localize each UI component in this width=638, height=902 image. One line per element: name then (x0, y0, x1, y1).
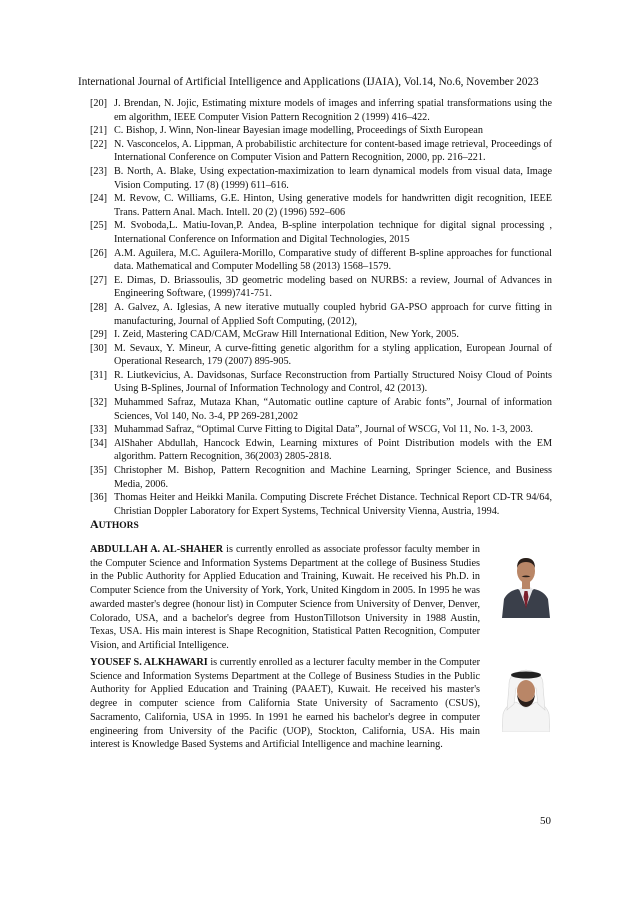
reference-number: [25] (90, 220, 107, 232)
author-name: YOUSEF S. ALKHAWARI (90, 657, 208, 668)
reference-text: B. North, A. Blake, Using expectation-maximization to learn dynamical models from visual data, Image Vision Computing. 17 (8) (1999) 611–616. (114, 165, 552, 191)
reference-number: [33] (90, 424, 107, 436)
reference-item (90, 192, 552, 219)
reference-item (90, 124, 552, 138)
reference-item (90, 437, 552, 464)
reference-text: J. Brendan, N. Jojic, Estimating mixture models of images and inferring spatial transformations using the em algorithm, IEEE Computer Vision Pattern Recognition 2 (1999) 416–422. (114, 98, 552, 123)
reference-number: [23] (90, 165, 107, 177)
author-bio-2 (90, 656, 480, 752)
reference-text: Christopher M. Bishop, Pattern Recognition and Machine Learning, Springer Science, and Business Media, 2006. (114, 465, 552, 490)
reference-text: R. Liutkevicius, A. Davidsonas, Surface Reconstruction from Partially Structured Noisy Cloud of Points Using B-Splines, Journal of Information Technology and Control, 42 (2013). (114, 369, 552, 395)
reference-text: Thomas Heiter and Heikki Manila. Computing Discrete Fréchet Distance. Technical Report CD-TR 94/64, Christian Doppler Laboratory for Expert Systems, Technical University Vienna, Austria, 1994. (114, 492, 552, 517)
reference-item (90, 301, 552, 328)
reference-text: C. Bishop, J. Winn, Non-linear Bayesian image modelling, Proceedings of Sixth European (114, 125, 483, 137)
reference-item (90, 423, 552, 437)
reference-number: [36] (90, 492, 107, 504)
reference-text: I. Zeid, Mastering CAD/CAM, McGraw Hill International Edition, New York, 2005. (114, 329, 459, 341)
author-bio-text: is currently enrolled as associate professor faculty member in the Computer Science and Information Systems Department at the college of Business Studies in the Public Authority for Applied Education and Training, Kuwait. He received his Ph.D. in Computer Science from the University of York, York, United Kingdom in 2005. In 1995 he was awarded master's degree (honour list) in Computer Science from University of Denver, Denver, Colorado, USA, and a bachelor's degree from HustonTillotson University in 1988 Austin, Texas, USA. His main interest is Shape Recognition, Statistical Patten Recognition, Computer Vision, and Artificial Intelligence. (90, 544, 480, 651)
reference-text: A. Galvez, A. Iglesias, A new iterative mutually coupled hybrid GA-PSO approach for curve fitting in manufacturing, Journal of Applied Soft Computing, (2012), (114, 301, 552, 327)
reference-list (90, 97, 552, 518)
author-bio-1 (90, 543, 480, 653)
reference-number: [35] (90, 465, 107, 477)
reference-text: N. Vasconcelos, A. Lippman, A probabilistic architecture for content-based image retrieval, Proceedings of International Conference on Computer Vision and Pattern Recognition, 2000, pp. 216–221. (114, 138, 552, 164)
reference-item (90, 274, 552, 301)
reference-number: [34] (90, 437, 107, 449)
reference-number: [29] (90, 329, 107, 341)
reference-text: Muhammed Safraz, Mutaza Khan, “Automatic outline capture of Arabic fonts”, Journal of information Sciences, Vol 140, No. 3-4, PP 269-281,2002 (114, 397, 552, 422)
reference-text: A.M. Aguilera, M.C. Aguilera-Morillo, Comparative study of different B-spline approaches for functional data. Mathematical and Computer Modelling 58 (2013) 1568–1579. (114, 247, 552, 273)
reference-number: [28] (90, 301, 107, 313)
author-photo-1 (502, 547, 550, 618)
reference-item (90, 464, 552, 491)
reference-number: [27] (90, 274, 107, 286)
reference-text: M. Revow, C. Williams, G.E. Hinton, Using generative models for handwritten digit recognition, IEEE Trans. Pattern Anal. Mach. Intell. 20 (2) (1996) 592–606 (114, 193, 552, 218)
journal-header: International Journal of Artificial Intelligence and Applications (IJAIA), Vol.14, No.6, November 2023 (78, 76, 539, 88)
reference-number: [24] (90, 193, 107, 205)
reference-item (90, 342, 552, 369)
author-photo-2 (502, 664, 550, 732)
reference-text: E. Dimas, D. Briassoulis, 3D geometric modeling based on NURBS: a review, Journal of Advances in Engineering Software, (1999)741-751. (114, 274, 552, 300)
reference-item (90, 491, 552, 518)
reference-item (90, 328, 552, 342)
reference-number: [20] (90, 98, 107, 109)
page-number: 50 (540, 815, 551, 827)
reference-text: Muhammad Safraz, “Optimal Curve Fitting to Digital Data”, Journal of WSCG, Vol 11, No. 1-3, 2003. (114, 424, 533, 436)
reference-item (90, 219, 552, 246)
reference-number: [21] (90, 125, 107, 137)
authors-heading-rest: UTHORS (98, 521, 139, 531)
reference-item (90, 396, 552, 423)
reference-text: M. Sevaux, Y. Mineur, A curve-fitting genetic algorithm for a styling application, European Journal of Operational Research, 179 (2007) 895-905. (114, 342, 552, 368)
reference-text: AlShaher Abdullah, Hancock Edwin, Learning mixtures of Point Distribution models with the EM algorithm. Pattern Recognition, 36(2003) 2805-2818. (114, 437, 552, 463)
reference-item (90, 138, 552, 165)
reference-item (90, 369, 552, 396)
reference-number: [30] (90, 342, 107, 354)
author-bio-text: is currently enrolled as a lecturer faculty member in the Computer Science and Information Systems Department at the College of Business Studies in the Public Authority for Applied Education and Training (PAAET), Kuwait. He received his master's degree in computer science from California State University of Sacramento (CSUS), Sacramento, California, USA in 1995. In 1991 he earned his bachelor's degree in computer engineering from University of the Pacific (UOP), Stockton, California, USA. His main interest is Knowledge Based Systems and Artificial Intelligence and machine learning. (90, 657, 480, 751)
authors-heading-initial: A (90, 517, 99, 531)
reference-number: [31] (90, 369, 107, 381)
reference-item (90, 97, 552, 124)
reference-number: [32] (90, 397, 107, 409)
author-name: ABDULLAH A. AL-SHAHER (90, 544, 224, 555)
authors-heading (90, 517, 139, 532)
reference-item (90, 247, 552, 274)
reference-number: [26] (90, 247, 107, 259)
reference-item (90, 165, 552, 192)
reference-number: [22] (90, 138, 107, 150)
reference-text: M. Svoboda,L. Matiu-Iovan,P. Andea, B-spline interpolation technique for digital signal processing , International Conference on Information and Digital Technologies, 2015 (114, 220, 552, 245)
